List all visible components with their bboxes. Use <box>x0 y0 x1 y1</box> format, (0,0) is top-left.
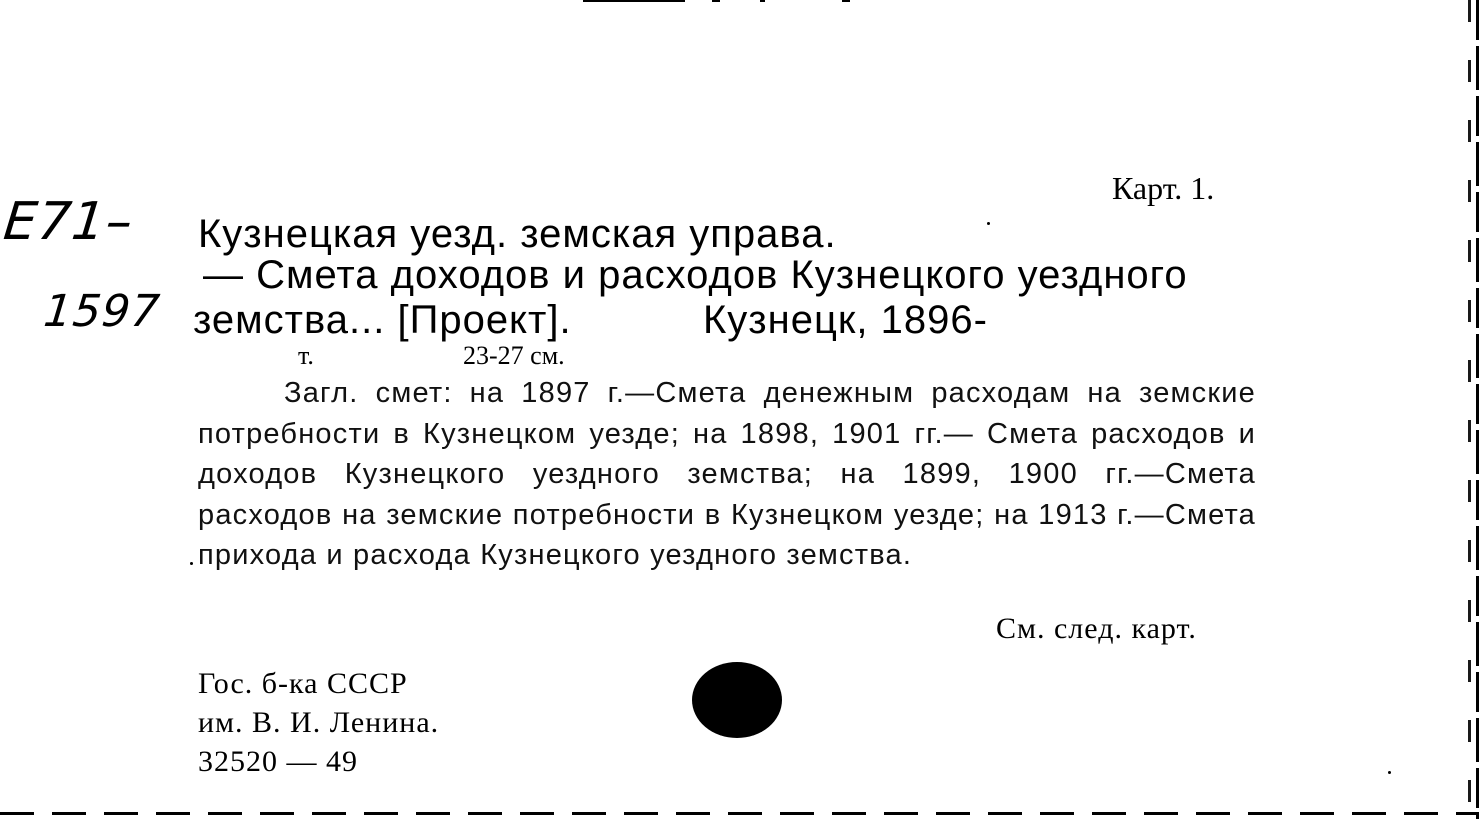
top-border-fragment <box>583 0 685 2</box>
speck <box>1388 771 1391 774</box>
library-stamp <box>198 664 439 781</box>
top-border-fragment <box>760 0 765 2</box>
library-name: Гос. б-ка СССР <box>198 667 408 700</box>
speck <box>190 562 193 565</box>
title-continuation: земства... [Проект]. <box>193 298 572 342</box>
shelfmark-line-2: 1597 <box>41 286 163 337</box>
speck <box>987 222 990 225</box>
imprint-place-date: Кузнецк, 1896- <box>703 298 988 342</box>
see-next-card: См. след. карт. <box>996 612 1197 645</box>
title-line-2 <box>193 298 988 342</box>
title-line-1: — Смета доходов и расходов Кузнецкого уездного <box>203 253 1188 297</box>
card-number: Карт. 1. <box>1112 170 1215 206</box>
title-variations-note: Загл. смет: на 1897 г.—Смета денежным расходам на земские потребности в Кузнецком уезде; на 1898, 1901 гг.— Смета расходов и доходов Кузнецкого уездного земства; на 1899, 1900 гг.—Смета расходов на земские потребности в Кузнецком уезде; на 1913 г.—Смета прихода и расхода Кузнецкого уездного земства. <box>198 377 1256 571</box>
volumes-statement: т. <box>298 341 314 370</box>
size-statement: 23-27 см. <box>463 341 565 370</box>
top-border-fragment <box>712 0 720 2</box>
print-run-number: 32520 — 49 <box>198 745 358 778</box>
corporate-author-heading: Кузнецкая уезд. земская управа. <box>198 212 837 256</box>
shelfmark-line-1: E71– <box>0 192 137 252</box>
card-right-edge-shadow <box>1468 0 1471 819</box>
punch-hole <box>692 662 782 738</box>
top-border-fragment <box>842 0 850 2</box>
library-name-cont: им. В. И. Ленина. <box>198 706 440 739</box>
card-bottom-edge <box>0 812 1479 815</box>
